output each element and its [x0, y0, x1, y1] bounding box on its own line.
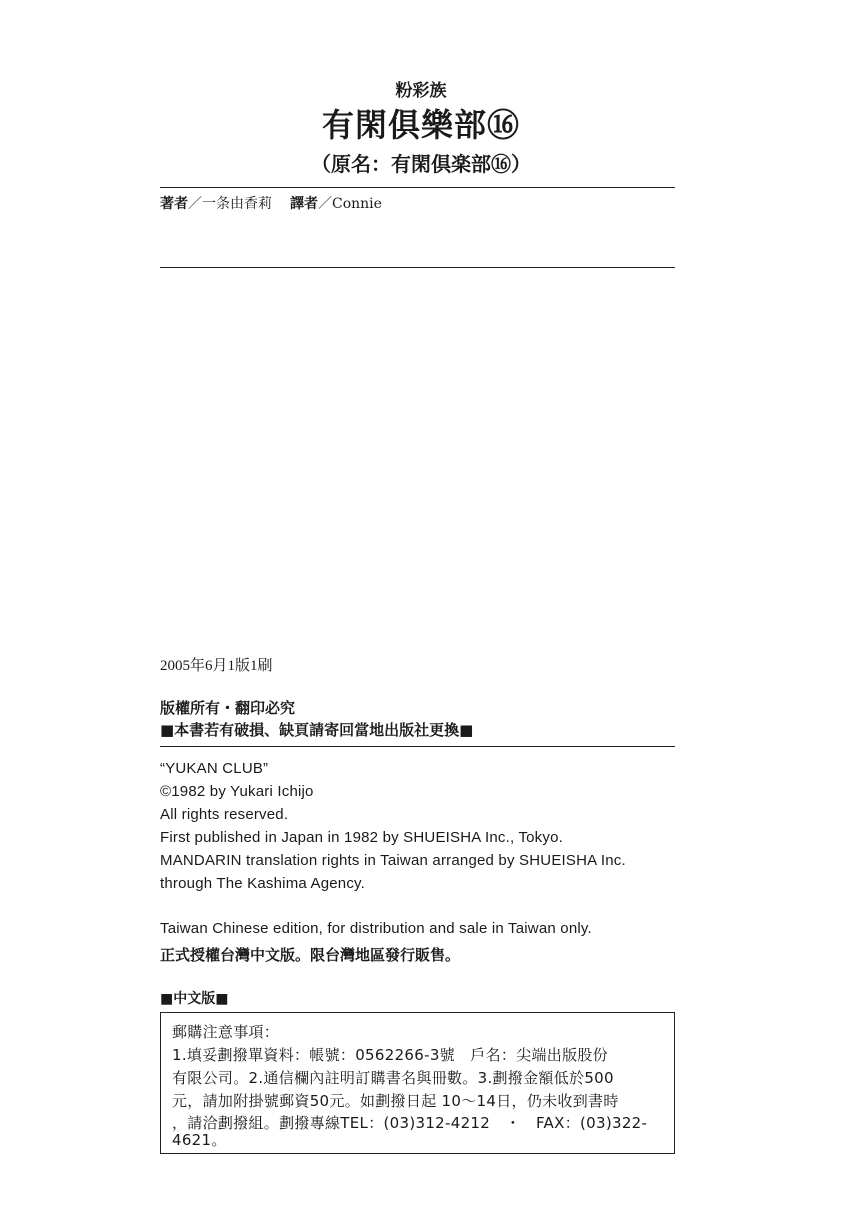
damage-notice: ■本書若有破損、缺頁請寄回當地出版社更換■: [160, 721, 474, 739]
divider-rights: [160, 746, 675, 747]
edition-info: 2005年6月1版1刷: [160, 658, 273, 674]
taiwan-notice: 正式授權台灣中文版。限台灣地區發行販售。: [160, 946, 461, 964]
publication-line: First published in Japan in 1982 by SHUEISHA Inc., Tokyo.: [160, 829, 563, 846]
divider-top: [160, 187, 675, 188]
english-title: “YUKAN CLUB”: [160, 760, 269, 777]
credits: [160, 193, 382, 213]
rights-line: All rights reserved.: [160, 806, 289, 823]
author-label: 著者: [160, 196, 188, 212]
mail-order-heading: 郵購注意事項：: [172, 1023, 280, 1041]
mail-order-line: 1.填妥劃撥單資料：帳號：0562266-3號 戶名：尖端出版股份: [172, 1046, 608, 1064]
mail-order-line: ，請洽劃撥組。劃撥專線TEL：(03)312-4212 ・ FAX：(03)322-: [172, 1114, 648, 1132]
series-name: 粉彩族: [395, 81, 447, 101]
divider-credits: [160, 267, 675, 268]
distribution-line: Taiwan Chinese edition, for distribution and sale in Taiwan only.: [160, 920, 592, 937]
original-title: （原名：有閑倶楽部⑯）: [311, 152, 531, 176]
copyright-line: ©1982 by Yukari Ichijo: [160, 783, 314, 800]
rights-reserved: 版權所有・翻印必究: [160, 699, 296, 717]
chinese-edition-label: ■中文版■: [160, 991, 229, 1007]
mail-order-line: 有限公司。2.通信欄內註明訂購書名與冊數。3.劃撥金額低於500: [172, 1069, 614, 1087]
agency-line: through The Kashima Agency.: [160, 875, 365, 892]
book-title: 有閑俱樂部⑯: [321, 106, 520, 144]
mail-order-line: 4621。: [172, 1131, 227, 1149]
translation-rights-line: MANDARIN translation rights in Taiwan arranged by SHUEISHA Inc.: [160, 852, 626, 869]
translator-name: ／Connie: [318, 196, 382, 212]
translator-label: 譯者: [290, 196, 318, 212]
mail-order-line: 元，請加附掛號郵資50元。如劃撥日起 10～14日，仍未收到書時: [172, 1092, 619, 1110]
author-name: ／一条由香莉: [188, 196, 272, 212]
